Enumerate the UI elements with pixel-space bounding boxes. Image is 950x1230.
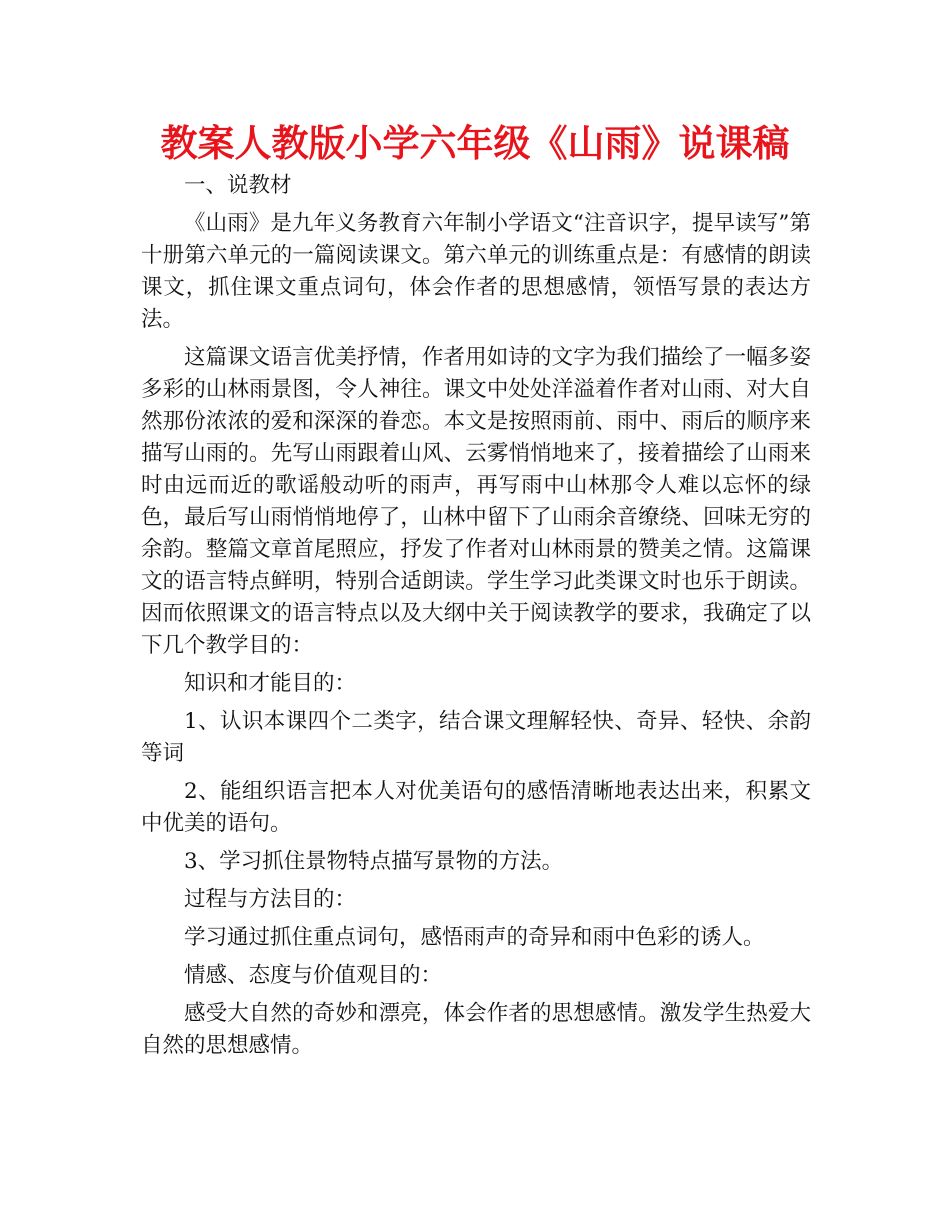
section-heading-teaching-material: 一、说教材 [184,173,292,198]
document-body [141,170,811,1068]
paragraph-intro: 《山雨》是九年义务教育六年制小学语文“注音识字，提早读写”第十册第六单元的一篇阅读课文。第六单元的训练重点是：有感情的朗读课文，抓住课文重点词句，体会作者的思想感情，领悟写景的表达方法。 [141,211,811,332]
goal-heading-knowledge: 知识和才能目的： [184,671,357,696]
goal-process-text: 学习通过抓住重点词句，感悟雨声的奇异和雨中色彩的诱人。 [184,925,765,950]
document-title: 教案人教版小学六年级《山雨》说课稿 [160,122,790,165]
goal-heading-emotion: 情感、态度与价值观目的： [184,963,443,988]
goal-item-1: 1、认识本课四个二类字，结合课文理解轻快、奇异、轻快、余韵等词 [141,709,811,766]
goal-emotion-text: 感受大自然的奇妙和漂亮，体会作者的思想感情。激发学生热爱大自然的思想感情。 [141,1001,811,1058]
goal-item-3: 3、学习抓住景物特点描写景物的方法。 [184,849,564,874]
goal-heading-process: 过程与方法目的： [184,887,357,912]
paragraph-analysis: 这篇课文语言优美抒情，作者用如诗的文字为我们描绘了一幅多姿多彩的山林雨景图，令人神往。课文中处处洋溢着作者对山雨、对大自然那份浓浓的爱和深深的眷恋。本文是按照雨前、雨中、雨后的顺序来描写山雨的。先写山雨跟着山风、云雾悄悄地来了，接着描绘了山雨来时由远而近的歌谣般动听的雨声，再写雨中山林那令人难以忘怀的绿色，最后写山雨悄悄地停了，山林中留下了山雨余音缭绕、回味无穷的余韵。整篇文章首尾照应，抒发了作者对山林雨景的赞美之情。这篇课文的语言特点鲜明，特别合适朗读。学生学习此类课文时也乐于朗读。因而依照课文的语言特点以及大纲中关于阅读教学的要求，我确定了以下几个教学目的： [141,345,811,658]
goal-item-2: 2、能组织语言把本人对优美语句的感悟清晰地表达出来，积累文中优美的语句。 [141,779,811,836]
